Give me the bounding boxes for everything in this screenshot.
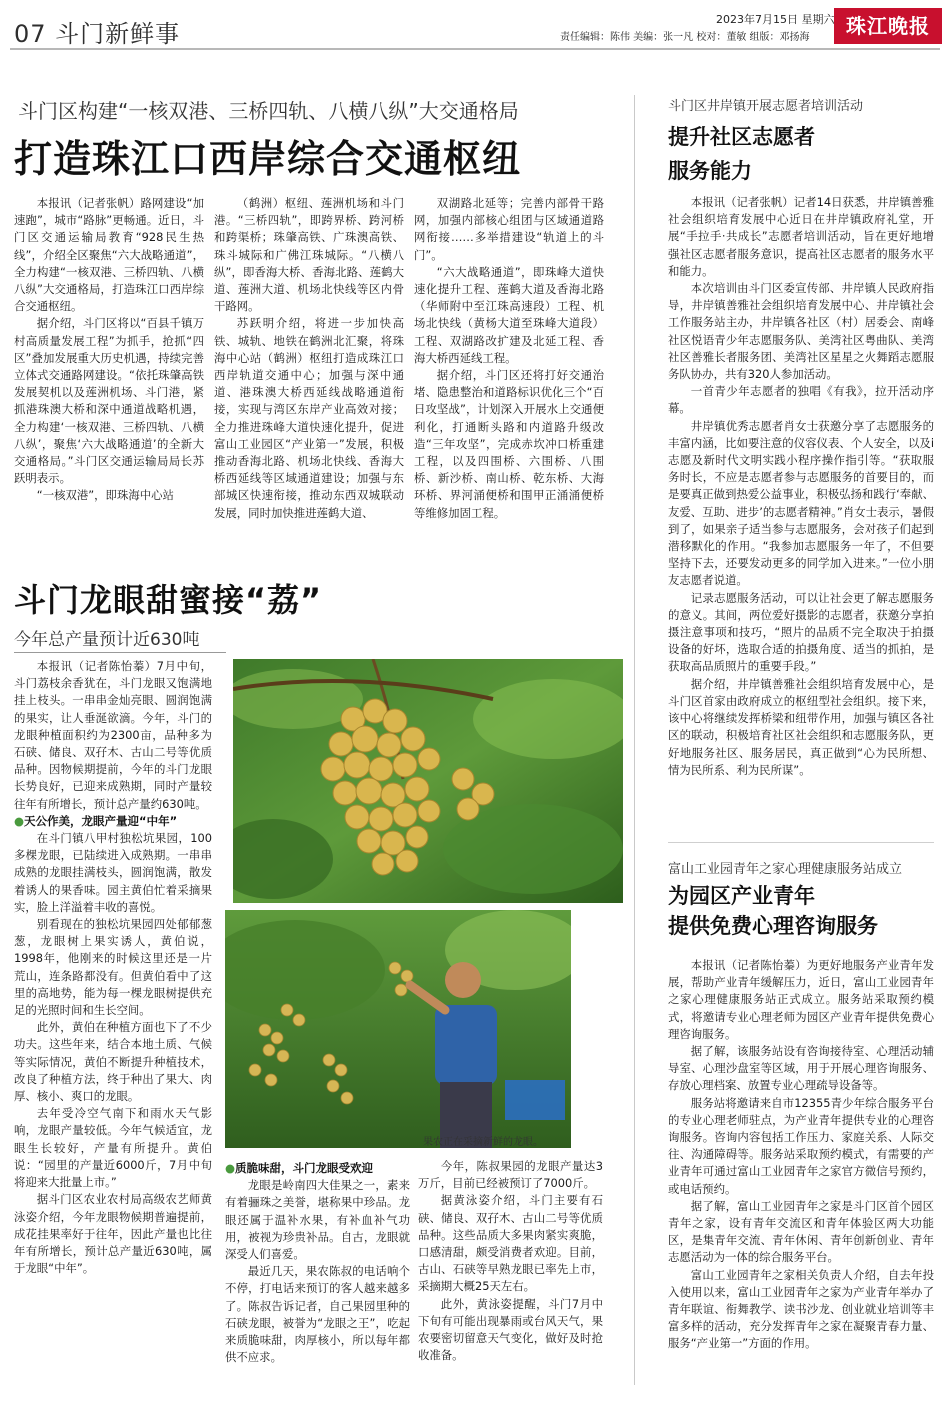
article1-col3: 双湖路北延等；完善内部骨干路网，加强内部核心组团与区域通道路网衔接……多举措建设“轨道上的斗门”。 “六大战略通道”，即珠峰大道快速化提升工程、莲鹤大道及香海北路（华师附中至江珠高速段）工程、机场北快线（黄杨大道至珠峰大道段）工程、双湖路改扩建及北延工程、香海大桥西延线工程。 据介绍，斗门区还将打好交通治堵、隐患整治和道路标识优化三个“百日攻坚战”，计划深入开展水上交通便利化，打通断头路和内道路升级改造“三年攻坚”，完成赤坎冲口桥重建工程，以及四围桥、六围桥、八围桥、新沙桥、南山桥、乾东桥、大海环桥、界河涌便桥和围甲正涌涌便桥等维修加固工程。	[414, 196, 604, 520]
longan-photo-1	[233, 659, 623, 903]
right-col-divider	[668, 842, 934, 843]
article2-subhead-1: ●天公作美，龙眼产量迎“中年”	[14, 813, 178, 828]
article3-headline-1: 提升社区志愿者	[668, 125, 815, 149]
article3-kicker: 斗门区井岸镇开展志愿者培训活动	[668, 99, 864, 114]
article4-kicker: 富山工业园青年之家心理健康服务站成立	[668, 862, 903, 877]
article4-headline-1: 为园区产业青年	[668, 884, 815, 908]
issue-date: 2023年7月15日 星期六	[716, 13, 835, 26]
article4-body: 本报讯（记者陈怡蓁）为更好地服务产业青年发展，帮助产业青年缓解压力，近日，富山工业园青年之家心理健康服务站正式成立。服务站采取预约模式，将邀请专业心理老师为园区产业青年提供免费心理咨询服务。 据了解，该服务站设有咨询接待室、心理活动辅导室、心理沙盘室等区域，用于开展心理咨询服务、存放心理档案、放置专业心理疏导设备等。 服务站将邀请来自市12355青少年综合服务平台的专业心理老师驻点，为产业青年提供专业的心理咨询服务。咨询内容包括工作压力、家庭关系、人际交往、沟通障碍等。服务站采取预约模式，有需要的产业青年可通过富山工业园青年之家官方微信号预约，或电话预约。 据了解，富山工业园青年之家是斗门区首个园区青年之家，设有青年交流区和青年体验区两大功能区，是集青年交流、青年休闲、青年创新创业、青年志愿活动为一体的综合服务平台。 富山工业园青年之家相关负责人介绍，自去年投入使用以来，富山工业园青年之家为产业青年举办了青年联谊、衔舞教学、读书沙龙、创业就业培训等丰富多样的活动，充分发挥青年之家在凝聚青春力量、服务“产业第一”方面的作用。	[668, 958, 934, 1351]
article1-col2: （鹤洲）枢纽、莲洲机场和斗门港。“三桥四轨”，即跨界桥、跨河桥和跨渠桥；珠肇高铁、广珠澳高铁、珠斗城际和广佛江珠城际。“八横八纵”，即香海大桥、香海北路、莲鹤大道、莲洲大道、机场北快线等区内骨干路网。 苏跃明介绍，将进一步加快高铁、城轨、地铁在鹤洲北汇聚，将珠海中心站（鹤洲）枢纽打造成珠江口西岸轨道交通中心；加强与深中通道、港珠澳大桥西延线战略通道衔接，实现与湾区东岸产业高效对接；全力推进珠峰大道快速化提升，促进富山工业园区“产业第一”发展，积极推动香海北路、机场北快线、香海大桥西延线等区域通道建设；加强与东部城区快速衔接，推动东西双城联动发展，同时加快推进莲鹤大道、	[214, 196, 404, 520]
article1-headline: 打造珠江口西岸综合交通枢纽	[14, 137, 522, 181]
article1-col1: 本报讯（记者张帆）路网建设“加速跑”，城市“路脉”更畅通。近日，斗门区交通运输局教育“928民生热线”，介绍全区聚焦“六大战略通道”，全力构建“一核双港、三桥四轨、八横八纵”大交通格局，打造珠江口西岸综合交通枢纽。 据介绍，斗门区将以“百县千镇万村高质量发展工程”为抓手，抢抓“四区”叠加发展重大历史机遇，持续完善立体式交通路网建设。“依托珠肇高铁发展契机以及莲洲机场、斗门港，紧抓港珠澳大桥和深中通道战略机遇，全力构建‘一核双港、三桥四轨、八横八纵’，聚焦‘六大战略通道’的全新大交通格局。”斗门区交通运输局局长苏跃明表示。 “一核双港”，即珠海中心站	[14, 196, 204, 503]
article2-col1: 本报讯（记者陈怡蓁）7月中旬，斗门荔枝余香犹在，斗门龙眼又饱满地挂上枝头。一串串金灿亮眼、圆润饱满的果实，让人垂涎欲滴。今年，斗门的龙眼种植面积约为2300亩，品种多为石硖、储良、双孖木、古山二号等优质品种。因物候期提前，今年的斗门龙眼长势良好，已迎来成熟期，同时产量较往年有所增长，预计总产量约630吨。 ●天公作美，龙眼产量迎“中年” 在斗门镇八甲村独松坑果园，100多棵龙眼，已陆续进入成熟期。一串串成熟的龙眼挂满枝头，圆润饱满，散发着诱人的果香味。园主黄伯忙着采摘果实，脸上洋溢着丰收的喜悦。 别看现在的独松坑果园四处郁郁葱葱，龙眼树上果实诱人，黄伯说，1998年，他刚来的时候这里还是一片荒山，连条路都没有。但黄伯看中了这里的高地势，能为每一棵龙眼树提供充足的光照时间和生长空间。 此外，黄伯在种植方面也下了不少功夫。这些年来，结合本地土质、气候等实际情况，黄伯不断提升种植技术，改良了种植方法，终于种出了果大、肉厚、核小、爽口的龙眼。 去年受冷空气南下和雨水天气影响，龙眼产量较低。今年气候适宜，龙眼生长较好，产量有所提升。黄伯说：“园里的产量近6000斤，7月中旬将迎来大批量上市。” 据斗门区农业农村局高级农艺师黄泳姿介绍，今年龙眼物候期普遍提前，成花挂果率好于往年，因此产量也比往年有所增长，预计总产量近630吨，属于龙眼“中年”。	[14, 659, 212, 1276]
header-rule	[10, 48, 940, 50]
article2-col3: 今年，陈叔果园的龙眼产量达3万斤，目前已经被预订了7000斤。 据黄泳姿介绍，斗门主要有石硖、储良、双孖木、古山二号等优质品种。这些品质大多果肉紧实爽脆，口感清甜，颇受消费者欢迎。目前，古山、石硖等早熟龙眼已率先上市，采摘期大概25天左右。 此外，黄泳姿提醒，斗门7月中下旬有可能出现暴雨或台风天气，果农要密切留意天气变化，做好及时抢收准备。	[418, 1159, 603, 1363]
subtitle-rule	[14, 652, 226, 653]
article1-kicker: 斗门区构建“一核双港、三桥四轨、八横八纵”大交通格局	[18, 99, 519, 123]
article3-body: 本报讯（记者张帆）记者14日获悉，井岸镇善雅社会组织培育发展中心近日在井岸镇政府礼堂，开展“手拉手·共成长”志愿者培训活动，旨在更好地增强社区志愿者服务意识，提高社区志愿者的服务水平和能力。 本次培训由斗门区委宣传部、井岸镇人民政府指导，井岸镇善雅社会组织培育发展中心、井岸镇社会工作服务站主办，井岸镇各社区（村）居委会、南峰社区悦语青少年志愿服务队、美湾社区粤曲队、美湾社区善雅长者服务团、美湾社区星星之火舞蹈志愿服务队协办，共有320人参加活动。 一首青少年志愿者的独唱《有我》，拉开活动序幕。 井岸镇优秀志愿者肖女士获邀分享了志愿服务的丰富内涵，比如要注意的仪容仪表、个人安全，以及i志愿及新时代文明实践小程序操作指引等。“获取服务时长，不应是志愿者参与志愿服务的首要目的，而是要真正做到热爱公益事业，积极弘扬和践行‘奉献、友爱、互助、进步’的志愿者精神。”肖女士表示，暑假到了，如果亲子适当参与志愿服务，会对孩子们起到潜移默化的作用。“我参加志愿服务一年了，不但要坚持下去，还要发动更多的同学加入进来。”一位小朋友志愿者说道。 记录志愿服务活动，可以让社会更了解志愿服务的意义。其间，两位爱好摄影的志愿者，获邀分享拍摄注意事项和技巧，“照片的品质不完全取决于拍摄设备的好坏，选取合适的拍摄角度、适当的抓拍，是获取高品质照片的重要手段。” 据介绍，井岸镇善雅社会组织培育发展中心，是斗门区首家由政府成立的枢纽型社会组织。接下来，该中心将继续发挥桥梁和纽带作用，加强与镇区各社区的联动，积极培育社区社会组织和志愿服务队，更好地服务社区、服务居民，真正做到“心为民所想、情为民所系、利为民所谋”。	[668, 195, 934, 777]
article4-headline-2: 提供免费心理咨询服务	[668, 914, 878, 938]
longan-photo-2	[225, 910, 571, 1148]
article2-headline: 斗门龙眼甜蜜接“荔”	[14, 581, 323, 619]
article2-subhead-2: ●质脆味甜，斗门龙眼受欢迎	[225, 1161, 374, 1175]
article2-col2: ●质脆味甜，斗门龙眼受欢迎 龙眼是岭南四大佳果之一，素来有着骊珠之美誉，堪称果中珍品。龙眼还属于温补水果，有补血补气功用，被视为珍贵补品。自古，龙眼就深受人们喜爱。 最近几天，果农陈叔的电话响个不停，打电话来预订的客人越来越多了。陈叔告诉记者，自己果园里种的石硖龙眼，被誉为“龙眼之王”，吃起来质脆味甜，肉厚核小，所以每年都供不应求。	[225, 1161, 410, 1365]
article2-subtitle: 今年总产量预计近630吨	[14, 630, 200, 650]
column-rule	[634, 95, 635, 1385]
editors-credits: 责任编辑：陈伟 美编：张一凡 校对：董敏 组版：邓扬海	[560, 32, 810, 43]
newspaper-logo: 珠江晚报	[834, 8, 942, 44]
photo-caption: 果农正在采摘新鲜的龙眼。	[423, 1137, 543, 1148]
article3-headline-2: 服务能力	[668, 159, 752, 183]
page-section-label: 07 斗门新鲜事	[14, 20, 181, 48]
